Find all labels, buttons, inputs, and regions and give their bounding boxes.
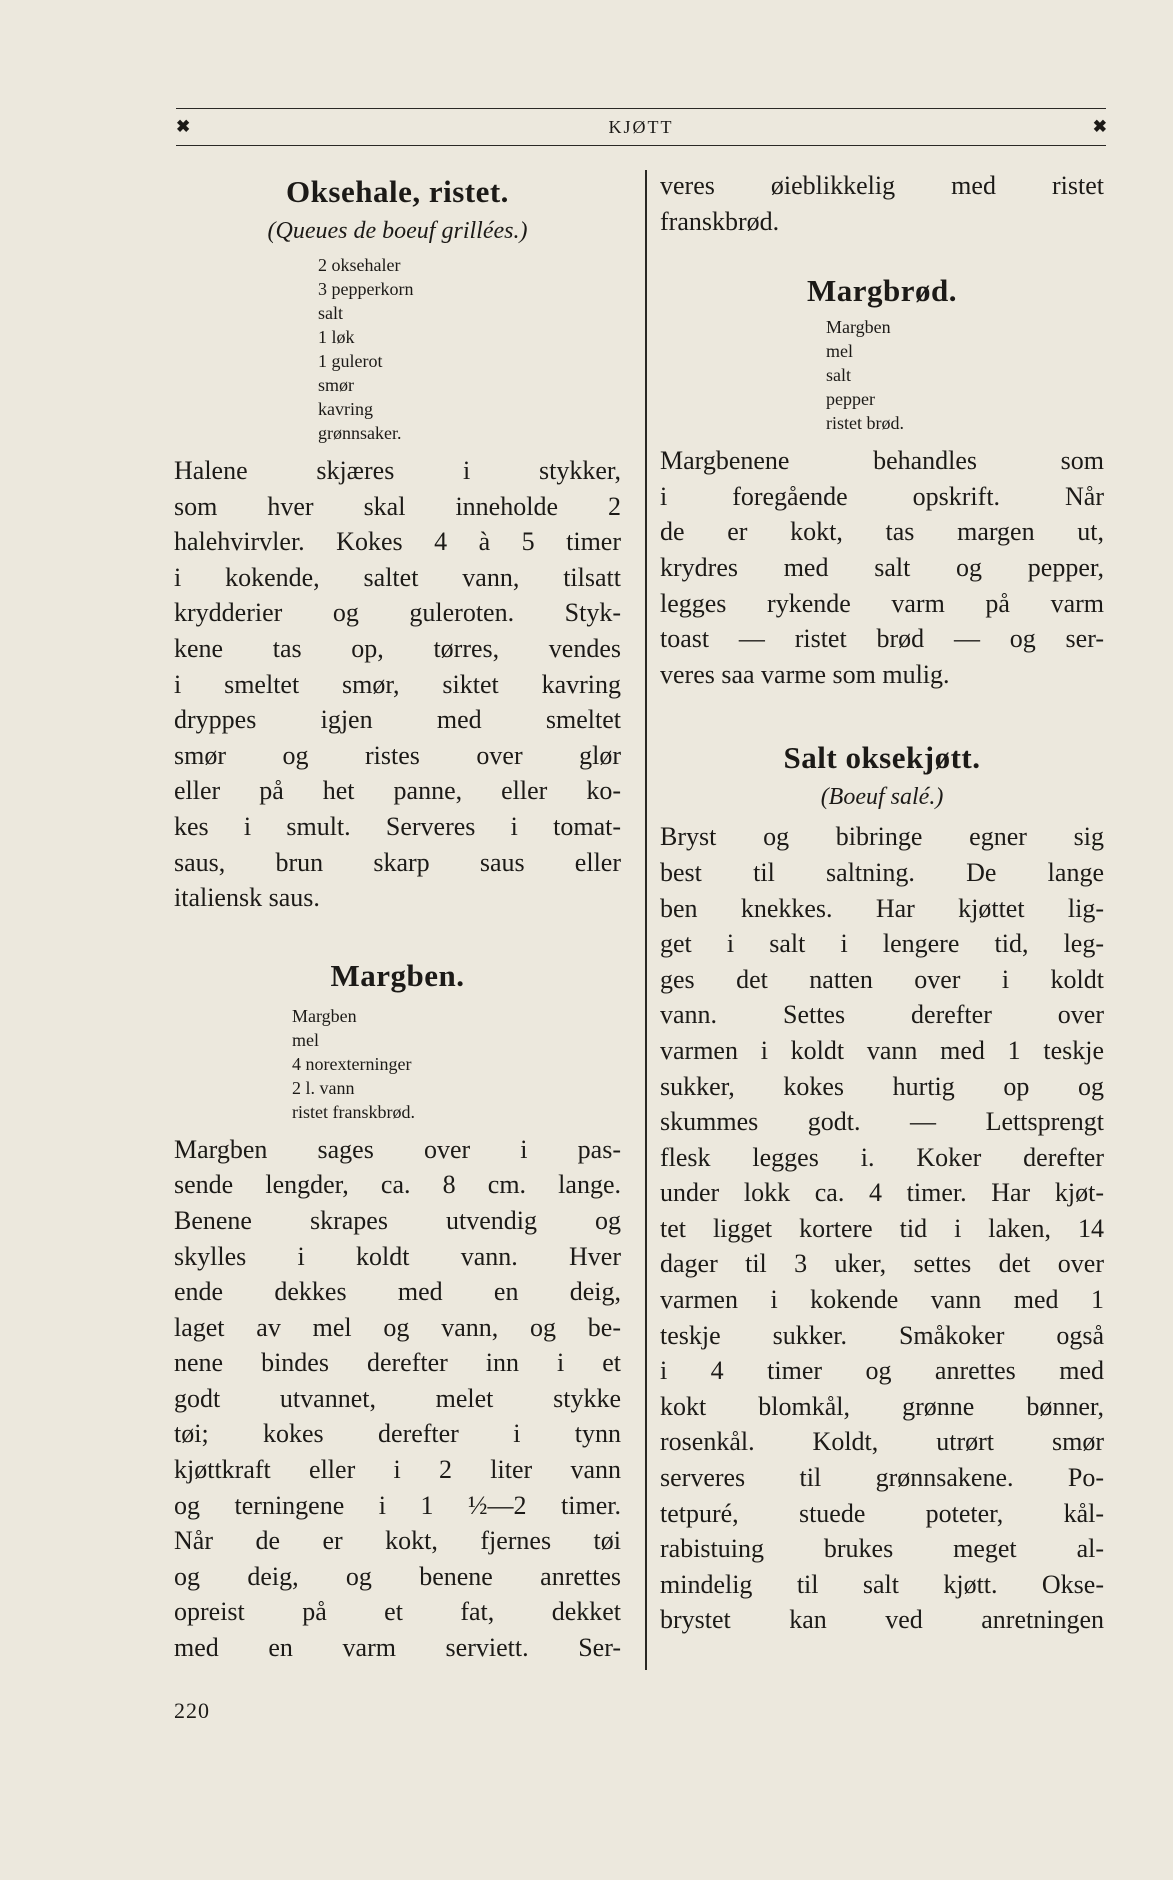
text-line: sende lengder, ca. 8 cm. lange. xyxy=(174,1170,621,1200)
ingredient: 2 oksehaler xyxy=(318,255,401,275)
text-line: get i salt i lengere tid, leg- xyxy=(660,929,1104,959)
text-line: varmen i kokende vann med 1 xyxy=(660,1285,1104,1315)
text-line: tet ligget kortere tid i laken, 14 xyxy=(660,1213,1104,1243)
text-line: og deig, og benene anrettes xyxy=(174,1561,621,1591)
text-line: veres saa varme som mulig. xyxy=(660,659,950,689)
text-line: sukker, kokes hurtig op og xyxy=(660,1071,1104,1101)
text-line: kjøttkraft eller i 2 liter vann xyxy=(174,1455,621,1485)
text-line: krydderier og guleroten. Styk- xyxy=(174,598,621,628)
text-line: krydres med salt og pepper, xyxy=(660,552,1104,582)
text-line: nene bindes derefter inn i et xyxy=(174,1348,621,1378)
text-line: opreist på et fat, dekket xyxy=(174,1597,621,1627)
ingredient: 2 l. vann xyxy=(292,1077,355,1098)
text-line: serveres til grønnsakene. Po- xyxy=(660,1463,1104,1493)
ingredient: Margben xyxy=(826,317,891,338)
ingredient-list xyxy=(826,315,1104,435)
text-line: ende dekkes med en deig, xyxy=(174,1277,621,1307)
text-line: i foregående opskrift. Når xyxy=(660,481,1104,511)
ingredient: kavring xyxy=(318,399,373,419)
recipe-title: Margbrød. xyxy=(806,273,957,309)
ingredient: ristet brød. xyxy=(826,413,904,434)
ingredient: mel xyxy=(292,1029,319,1050)
text-line: med en varm serviett. Ser- xyxy=(174,1633,621,1663)
text-line: rabistuing brukes meget al- xyxy=(660,1534,1104,1564)
text-line: skylles i koldt vann. Hver xyxy=(174,1241,621,1271)
recipe-subtitle: (Boeuf salé.) xyxy=(820,784,944,811)
text-line: smør og ristes over glør xyxy=(174,740,621,770)
text-line: skummes godt. — Lettsprengt xyxy=(660,1107,1104,1137)
text-line: i smeltet smør, siktet kavring xyxy=(174,669,621,699)
text-line: tøi; kokes derefter i tynn xyxy=(174,1419,621,1449)
text-line: dager til 3 uker, settes det over xyxy=(660,1249,1104,1279)
text-line: franskbrød. xyxy=(660,206,780,236)
text-line: dryppes igjen med smeltet xyxy=(174,705,621,735)
text-line: legges rykende varm på varm xyxy=(660,588,1104,618)
ingredient: salt xyxy=(318,303,343,323)
ingredient: ristet franskbrød. xyxy=(292,1101,415,1122)
text-line: tetpuré, stuede poteter, kål- xyxy=(660,1498,1104,1528)
text-line: vann. Settes derefter over xyxy=(660,1000,1104,1030)
text-line: de er kokt, tas margen ut, xyxy=(660,517,1104,547)
recipe-instructions xyxy=(660,819,1104,1638)
ingredient: 4 norexterninger xyxy=(292,1053,412,1074)
text-line: og terningene i 1 ½—2 timer. xyxy=(174,1490,621,1520)
text-line: laget av mel og vann, og be- xyxy=(174,1312,621,1342)
ingredient: 1 løk xyxy=(318,327,355,347)
text-line: Benene skrapes utvendig og xyxy=(174,1205,621,1235)
text-line: kes i smult. Serveres i tomat- xyxy=(174,811,621,841)
ingredient-list xyxy=(292,1004,621,1124)
chapter-title: KJØTT xyxy=(608,116,674,137)
text-line: godt utvannet, melet stykke xyxy=(174,1383,621,1413)
text-line: best til saltning. De lange xyxy=(660,857,1104,887)
ornament-left: ✖ xyxy=(176,117,190,136)
ingredient: salt xyxy=(826,365,851,386)
text-line: som hver skal inneholde 2 xyxy=(174,491,621,521)
text-line: flesk legges i. Koker derefter xyxy=(660,1142,1104,1172)
text-line: halehvirvler. Kokes 4 à 5 timer xyxy=(174,527,621,557)
text-line: toast — ristet brød — og ser- xyxy=(660,624,1104,654)
text-line: veres øieblikkelig med ristet xyxy=(660,171,1104,200)
text-line: mindelig til salt kjøtt. Okse- xyxy=(660,1569,1104,1599)
text-line: ges det natten over i koldt xyxy=(660,964,1104,994)
ingredient-list xyxy=(318,253,621,445)
text-line: kokt blomkål, grønne bønner, xyxy=(660,1391,1104,1421)
text-line: Halene skjæres i stykker, xyxy=(174,456,621,485)
text-line: kene tas op, tørres, vendes xyxy=(174,633,621,663)
text-line: Når de er kokt, fjernes tøi xyxy=(174,1526,621,1556)
text-line: Margben sages over i pas- xyxy=(174,1134,621,1164)
text-line: brystet kan ved anretningen xyxy=(660,1605,1104,1635)
recipe-title: Oksehale, ristet. xyxy=(286,174,509,209)
text-line: ben knekkes. Har kjøttet lig- xyxy=(660,893,1104,923)
recipe-title: Salt oksekjøtt. xyxy=(783,740,981,776)
text-line: i kokende, saltet vann, tilsatt xyxy=(174,562,621,592)
ingredient: smør xyxy=(318,375,354,395)
ingredient: 3 pepperkorn xyxy=(318,279,414,299)
continued-text xyxy=(660,168,1104,239)
recipe-instructions xyxy=(174,453,621,916)
ingredient: pepper xyxy=(826,389,875,410)
text-line: varmen i koldt vann med 1 teskje xyxy=(660,1035,1104,1065)
text-line: Bryst og bibringe egner sig xyxy=(660,822,1104,852)
column-divider xyxy=(645,170,647,1670)
recipe-instructions xyxy=(174,1132,621,1666)
text-line: rosenkål. Koldt, utrørt smør xyxy=(660,1427,1104,1457)
text-line: Margbenene behandles som xyxy=(660,446,1104,476)
text-line: saus, brun skarp saus eller xyxy=(174,847,621,877)
text-line: teskje sukker. Småkoker også xyxy=(660,1320,1104,1350)
recipe-instructions xyxy=(660,443,1104,692)
recipe-subtitle: (Queues de boeuf grillées.) xyxy=(267,218,528,244)
ingredient: mel xyxy=(826,341,853,362)
recipe-title: Margben. xyxy=(330,957,465,993)
right-column xyxy=(660,168,1104,1638)
text-line: italiensk saus. xyxy=(174,883,320,913)
ornament-right: ✖ xyxy=(1092,117,1106,136)
page-number: 220 xyxy=(174,1698,210,1723)
running-header xyxy=(176,108,1106,146)
text-line: eller på het panne, eller ko- xyxy=(174,776,621,806)
ingredient: Margben xyxy=(292,1005,357,1026)
ingredient: 1 gulerot xyxy=(318,351,383,371)
ingredient: grønnsaker. xyxy=(318,423,402,443)
text-line: i 4 timer og anrettes med xyxy=(660,1356,1104,1386)
left-column xyxy=(174,168,621,1666)
text-line: under lokk ca. 4 timer. Har kjøt- xyxy=(660,1178,1104,1208)
